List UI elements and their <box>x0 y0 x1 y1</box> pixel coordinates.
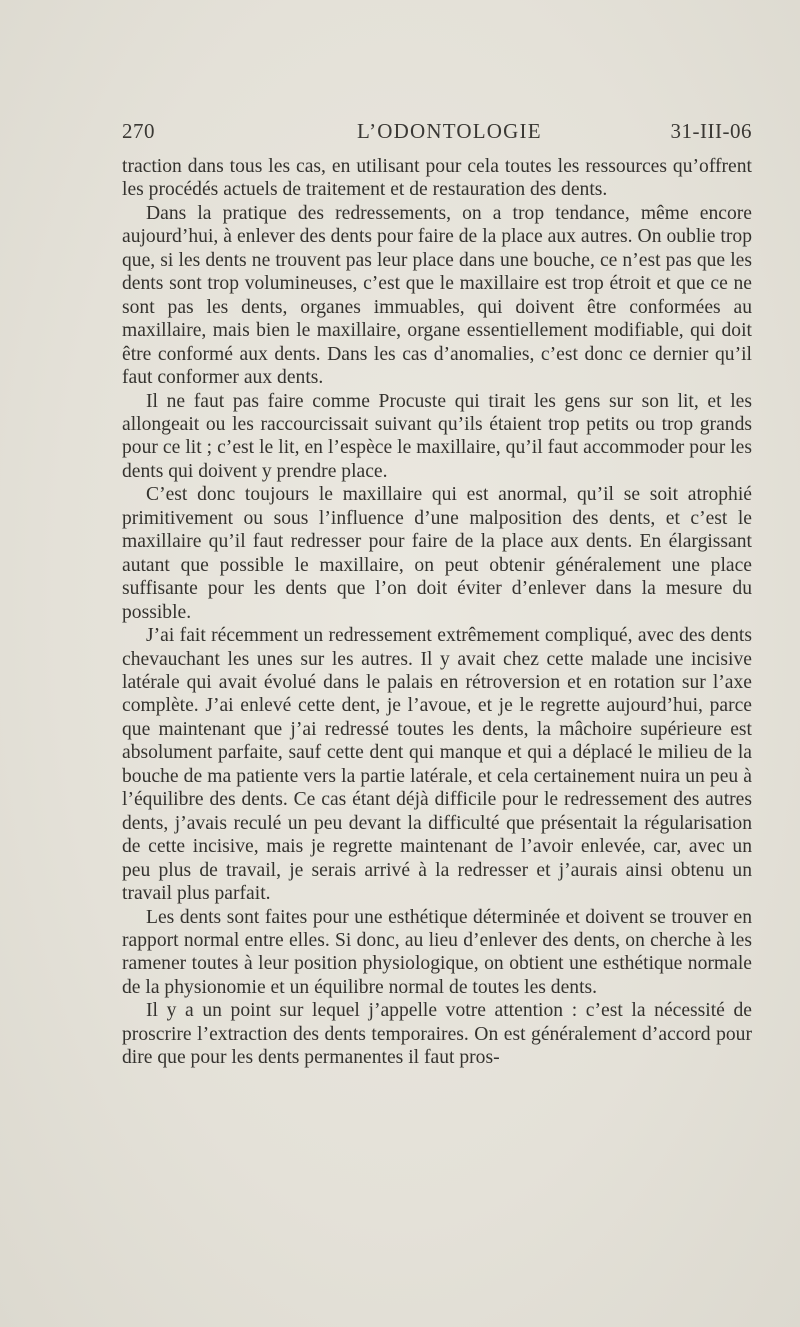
running-header <box>122 119 752 149</box>
paragraph-6: Les dents sont faites pour une esthétique déterminée et doivent se trouver en rapport normal entre elles. Si donc, au lieu d’enlever des dents, on cherche à les ramener toutes à leur position physiologique, on obtient une esthétique normale de la physionomie et un équilibre normal de toutes les dents. <box>122 906 752 998</box>
paragraph-3: Il ne faut pas faire comme Procuste qui tirait les gens sur son lit, et les allongeait ou les raccourcissait suivant qu’ils étaient trop petits ou trop grands pour ce lit ; c’est le lit, en l’espèce le maxillaire, qu’il faut accommoder pour les dents qui doivent y prendre place. <box>122 390 752 482</box>
journal-title: L’ODONTOLOGIE <box>357 119 542 143</box>
article-body <box>122 155 752 1070</box>
paragraph-7: Il y a un point sur lequel j’appelle votre attention : c’est la nécessité de proscrire l’extraction des dents temporaires. On est généralement d’accord pour dire que pour les dents permanentes il faut pros- <box>122 1000 752 1069</box>
page-number: 270 <box>122 119 155 143</box>
paragraph-5: J’ai fait récemment un redressement extrêmement compliqué, avec des dents chevauchant les unes sur les autres. Il y avait chez cette malade une incisive latérale qui avait évolué dans le palais en rétroversion et en rotation sur l’axe complète. J’ai enlevé cette dent, je l’avoue, et je le regrette aujourd’hui, parce que maintenant que j’ai redressé toutes les dents, la mâchoire supérieure est absolument parfaite, sauf cette dent qui manque et qui a déplacé le milieu de la bouche de ma patiente vers la partie latérale, et cela certainement nuira un peu à l’équilibre des dents. Ce cas étant déjà difficile pour le redressement des autres dents, j’avais reculé un peu devant la difficulté que présentait la régularisation de cette incisive, mais je regrette maintenant de l’avoir enlevée, car, avec un peu plus de travail, je serais arrivé à la redresser et j’aurais ainsi obtenu un travail plus parfait. <box>122 625 752 905</box>
paragraph-1: traction dans tous les cas, en utilisant pour cela toutes les ressources qu’offrent les procédés actuels de traitement et de restauration des dents. <box>122 156 752 201</box>
paragraph-2: Dans la pratique des redressements, on a trop tendance, même encore aujourd’hui, à enlever des dents pour faire de la place aux autres. On oublie trop que, si les dents ne trouvent pas leur place dans une bouche, ce n’est pas que les dents sont trop volumineuses, c’est que le maxillaire est trop étroit et que ce ne sont pas les dents, organes immuables, qui doivent être conformées au maxillaire, mais bien le maxillaire, organe essentiellement modifiable, qui doit être conformé aux dents. Dans les cas d’anomalies, c’est donc ce dernier qu’il faut conformer aux dents. <box>122 202 752 389</box>
paragraph-4: C’est donc toujours le maxillaire qui est anormal, qu’il se soit atrophié primitivement ou sous l’influence d’une malposition des dents, et c’est le maxillaire qu’il faut redresser pour faire de la place aux dents. En élargissant autant que possible le maxillaire, on peut obtenir généralement une place suffisante pour les dents que l’on doit éviter d’enlever dans la mesure du possible. <box>122 484 752 623</box>
issue-date: 31-III-06 <box>670 119 752 143</box>
